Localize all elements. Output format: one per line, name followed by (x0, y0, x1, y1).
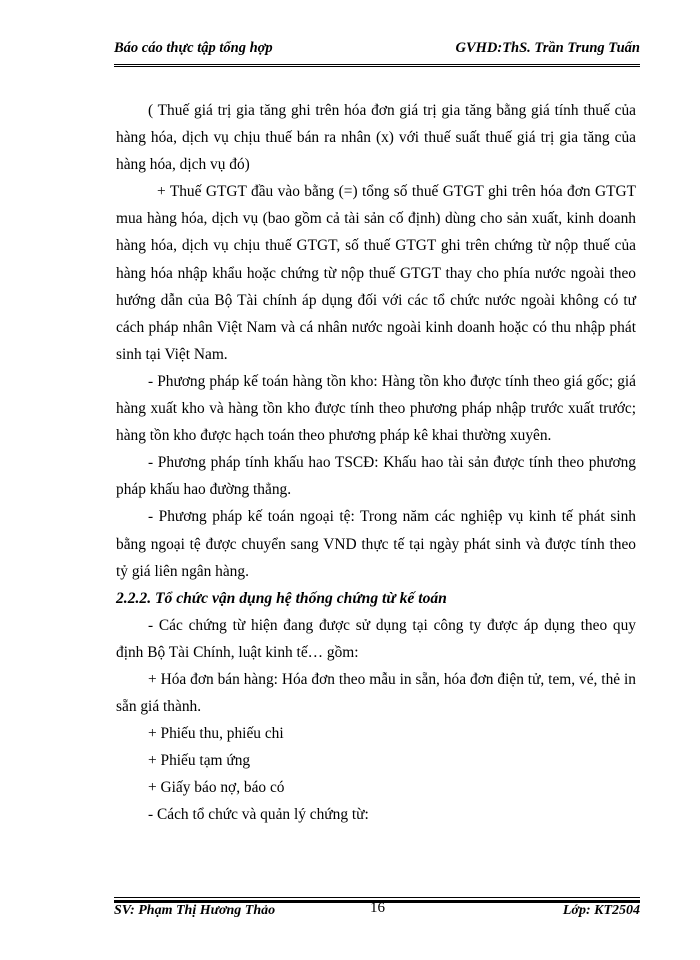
paragraph-vat-input: + Thuế GTGT đầu vào bằng (=) tổng số thuế GTGT ghi trên hóa đơn GTGT mua hàng hóa, dịch vụ (bao gồm cả tài sản cố định) dùng cho sản xuất, kinh doanh hàng hóa, dịch vụ chịu thuế GTGT, số thuế GTGT ghi trên chứng từ nộp thuế của hàng hóa nhập khẩu hoặc chứng từ nộp thuế GTGT thay cho phía nước ngoài theo hướng dẫn của Bộ Tài chính áp dụng đối với các tổ chức nước ngoài không có tư cách pháp nhân Việt Nam và cá nhân nước ngoài kinh doanh hoặc có thu nhập phát sinh tại Việt Nam. (116, 183, 636, 363)
header-supervisor: GVHD:ThS. Trần Trung Tuấn (455, 40, 640, 56)
paragraph-documents-intro: - Các chứng từ hiện đang được sử dụng tại công ty được áp dụng theo quy định Bộ Tài Chính, luật kinh tế… gồm: (116, 616, 636, 661)
paragraph-inventory-method: - Phương pháp kế toán hàng tồn kho: Hàng tồn kho được tính theo giá gốc; giá hàng xuất kho và hàng tồn kho được tính theo phương pháp nhập trước xuất trước; hàng tồn kho được hạch toán theo phương pháp kê khai thường xuyên. (116, 372, 636, 445)
page-number: 16 (370, 900, 385, 916)
list-item-advance: + Phiếu tạm ứng (148, 752, 251, 770)
list-item-bank-notes: + Giấy báo nợ, báo có (148, 779, 285, 797)
list-item-sales-invoice: + Hóa đơn bán hàng: Hóa đơn theo mẫu in sẵn, hóa đơn điện tử, tem, vé, thẻ in sẵn giá thành. (116, 670, 636, 716)
page-header (114, 40, 640, 62)
paragraph-foreign-currency: - Phương pháp kế toán ngoại tệ: Trong năm các nghiệp vụ kinh tế phát sinh bằng ngoại tệ được chuyển sang VND thực tế tại ngày phát sinh và được tính theo tỷ giá liên ngân hàng. (116, 508, 636, 580)
page-footer (114, 900, 640, 923)
paragraph-depreciation-method: - Phương pháp tính khấu hao TSCĐ: Khấu hao tài sản được tính theo phương pháp khấu hao đường thẳng. (116, 454, 636, 499)
footer-student: SV: Phạm Thị Hương Thảo (114, 903, 276, 918)
page-body (116, 97, 636, 829)
list-item-receipts: + Phiếu thu, phiếu chi (148, 725, 284, 743)
paragraph-document-management: - Cách tổ chức và quản lý chứng từ: (148, 806, 369, 824)
section-heading: 2.2.2. Tổ chức vận dụng hệ thống chứng từ kế toán (116, 589, 447, 607)
header-report-title: Báo cáo thực tập tổng hợp (114, 40, 273, 56)
footer-divider-thin (114, 897, 640, 898)
paragraph-vat-output: ( Thuế giá trị gia tăng ghi trên hóa đơn giá trị gia tăng bằng giá tính thuế của hàng hóa, dịch vụ chịu thuế bán ra nhân (x) với thuế suất thuế giá trị gia tăng của hàng hóa, dịch vụ đó) (116, 102, 636, 174)
header-divider (114, 64, 640, 69)
footer-class: Lớp: KT2504 (562, 903, 640, 918)
